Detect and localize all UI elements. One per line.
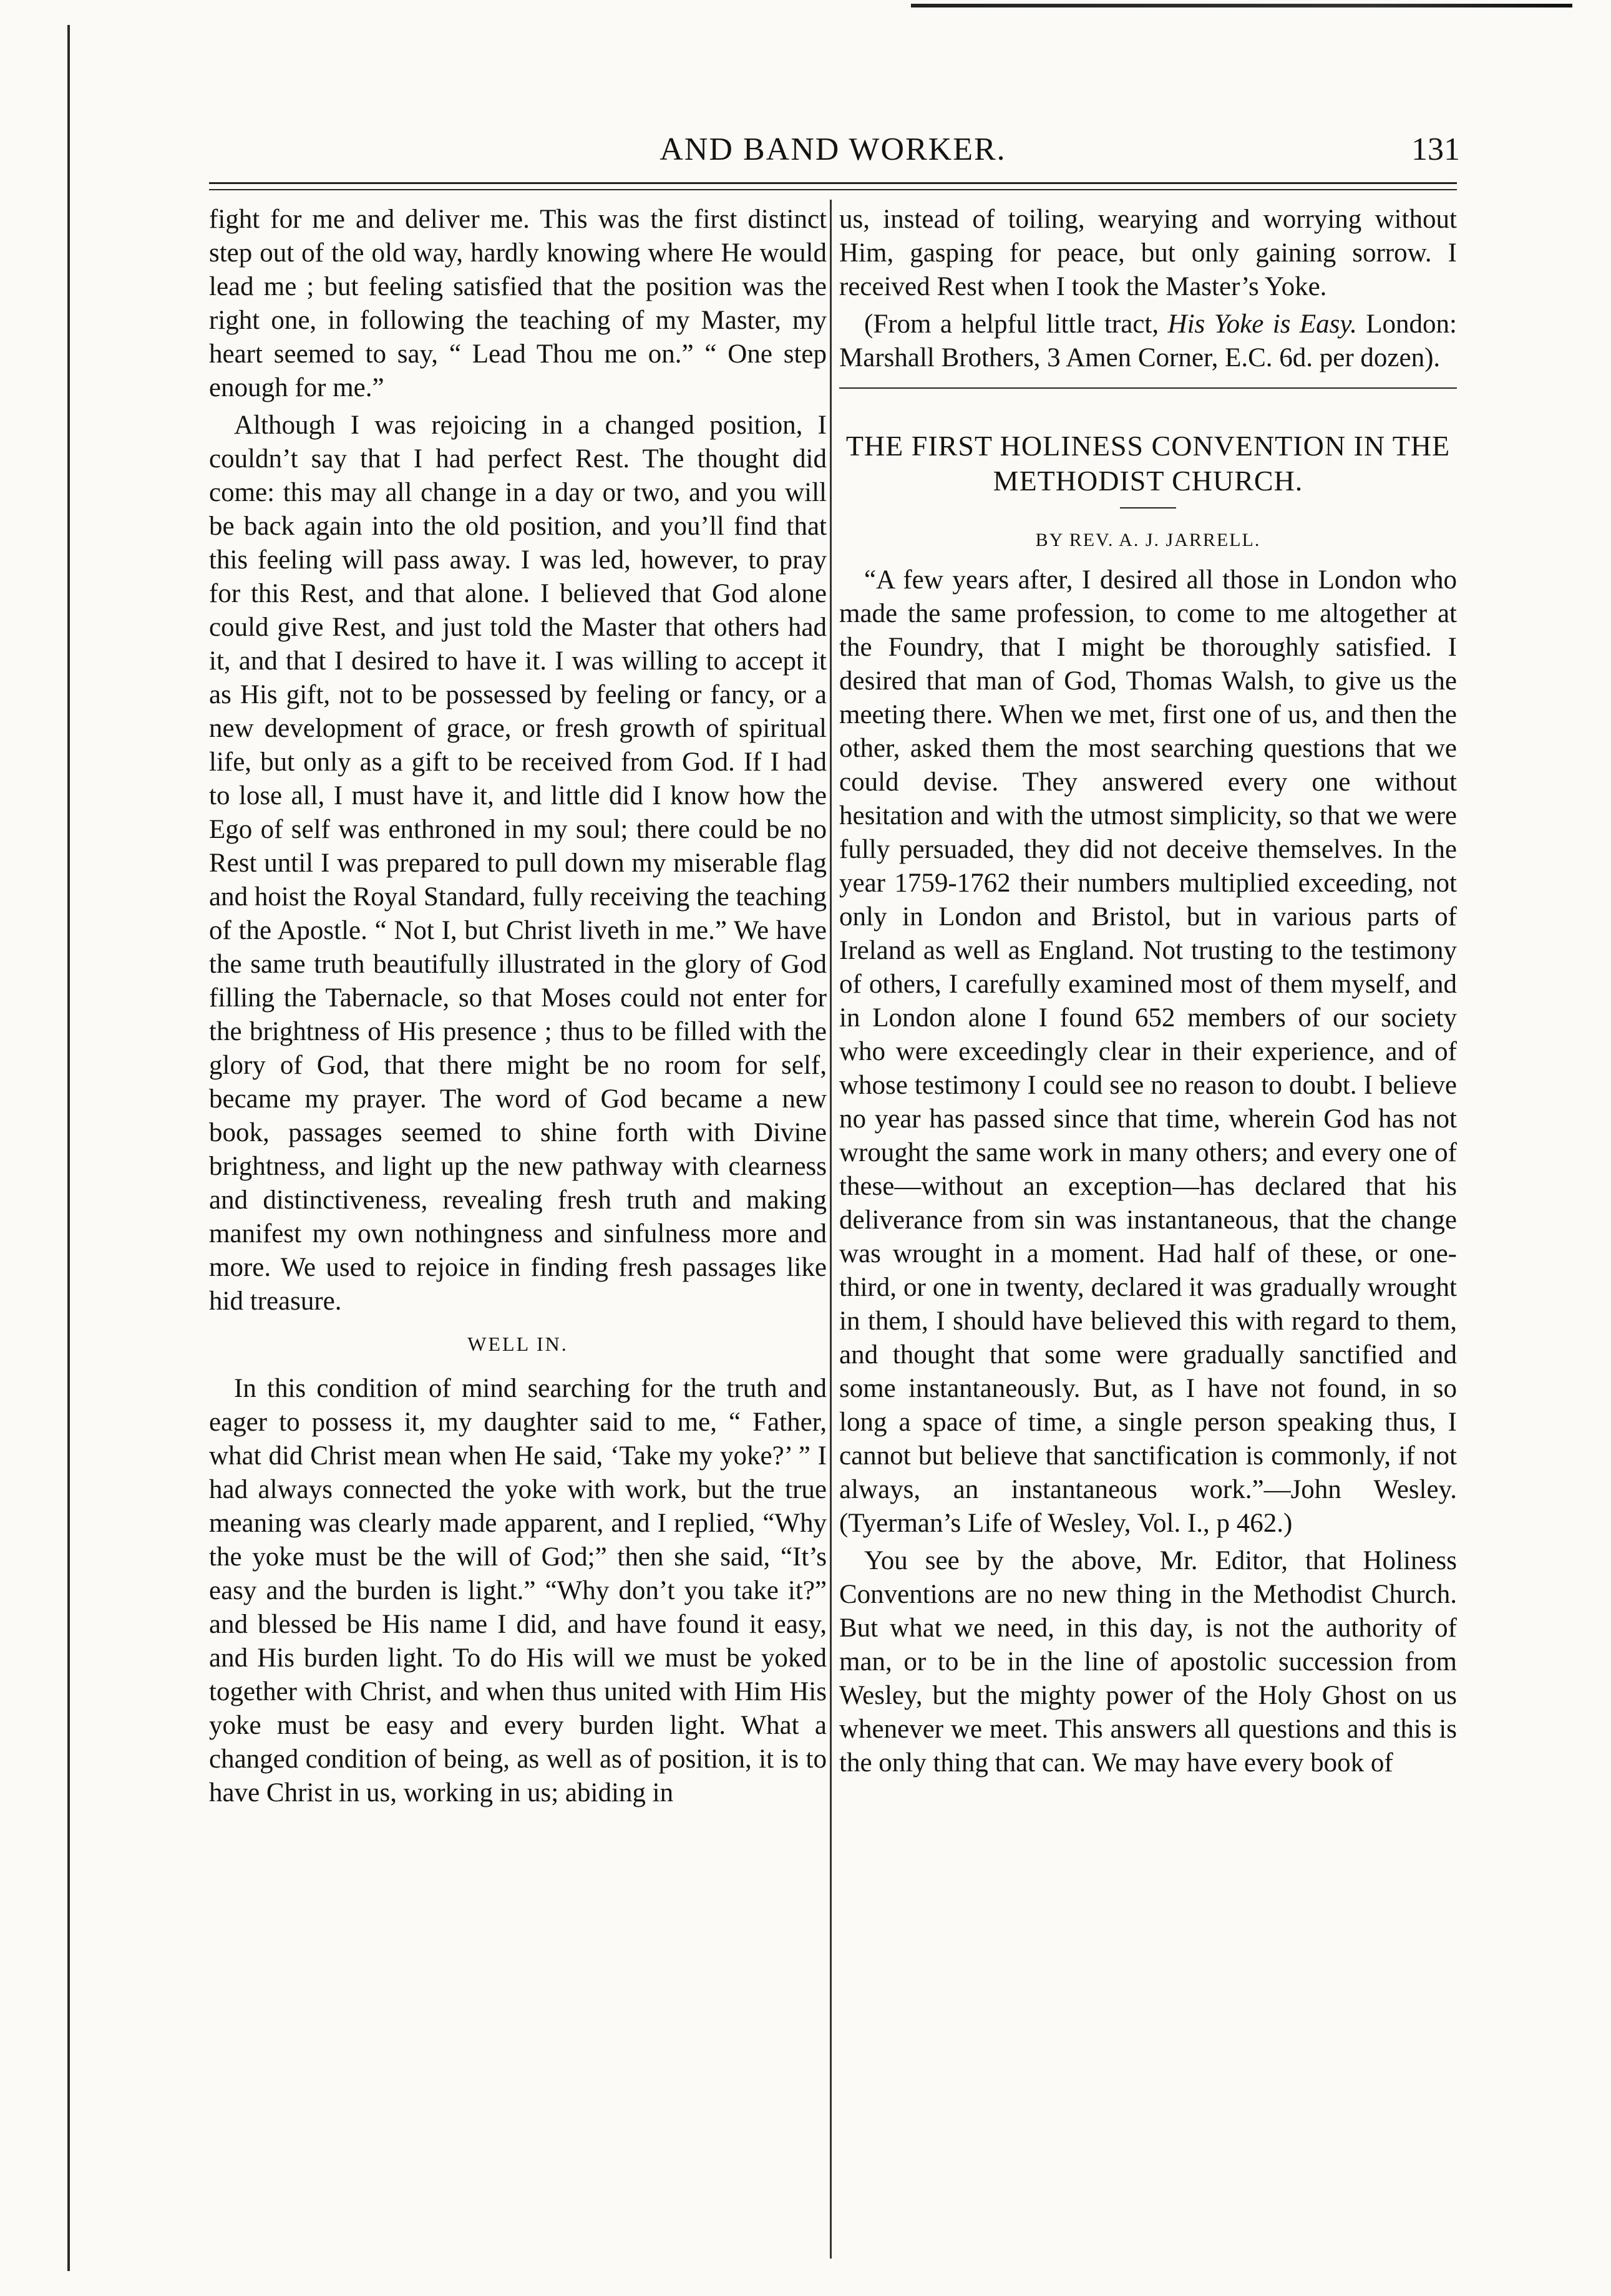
header-double-rule: [209, 182, 1457, 190]
left-column: [209, 203, 827, 1814]
section-rule: [839, 387, 1457, 389]
source-suffix: London: Marshall Brothers, 3 Amen Corner, E.C. 6d. per dozen).: [839, 309, 1458, 372]
top-edge-rule: [911, 4, 1572, 7]
column-divider: [830, 200, 832, 2259]
source-prefix: (From a helpful little tract,: [864, 309, 1168, 339]
paragraph: In this condition of mind searching for the truth and eager to possess it, my daughter said to me, “ Father, what did Christ mean when He said, ‘Take my yoke?’ ” I had always connected the yoke with work, but the true meaning was clearly made apparent, and I replied, “Why the yoke must be the will of God;” then she said, “It’s easy and the burden is light.” “Why don’t you take it?” and blessed be His name I did, and have found it easy, and His burden light. To do His will we must be yoked together with Christ, and when thus united with Him His yoke must be easy and every burden light. What a changed condition of being, as well as of position, it is to have Christ in us, working in us; abiding in: [209, 1374, 827, 1807]
byline: BY REV. A. J. JARRELL.: [1035, 530, 1261, 550]
page-number: 131: [1411, 132, 1460, 167]
paragraph: fight for me and deliver me. This was the first distinct step out of the old way, hardly knowing where He would lead me ; but feeling satisfied that the position was the right one, in following the teaching of my Master, my heart seemed to say, “ Lead Thou me on.” “ One step enough for me.”: [209, 205, 827, 402]
right-column: [839, 203, 1457, 1784]
source-note: [839, 308, 1457, 375]
section-subhead: WELL IN.: [467, 1333, 568, 1355]
paragraph: Although I was rejoicing in a changed position, I couldn’t say that I had perfect Rest. The thought did come: this may all change in a day or two, and you will be back again into the old position, and you’ll find that this feeling will pass away. I was led, however, to pray for this Rest, and that alone. I believed that God alone could give Rest, and just told the Master that others had it, and that I desired to have it. I was willing to accept it as His gift, not to be possessed by feeling or fancy, or a new development of grace, or fresh growth of spiritual life, but only as a gift to be received from God. If I had to lose all, I must have it, and little did I know how the Ego of self was enthroned in my soul; there could be no Rest until I was prepared to pull down my miserable flag and hoist the Royal Standard, fully receiving the teaching of the Apostle. “ Not I, but Christ liveth in me.” We have the same truth beautifully illustrated in the glory of God filling the Tabernacle, so that Moses could not enter for the brightness of His presence ; thus to be filled with the glory of God, that there might be no room for self, became my prayer. The word of God became a new book, passages seemed to shine forth with Divine brightness, and light up the new pathway with clearness and distinctiveness, revealing fresh truth and making manifest my own nothingness and sinfulness more and more. We used to rejoice in finding fresh passages like hid treasure.: [209, 411, 827, 1316]
running-title: AND BAND WORKER.: [659, 132, 1006, 167]
source-title: His Yoke is Easy.: [1167, 309, 1357, 339]
paragraph: “A few years after, I desired all those in London who made the same profession, to come to me altogether at the Foundry, that I might be thoroughly satisfied. I desired that man of God, Thomas Walsh, to give us the meeting there. When we met, first one of us, and then the other, asked them the most searching questions that we could devise. They answered every one without hesitation and with the utmost simplicity, so that we were fully persuaded, they did not deceive themselves. In the year 1759-1762 their numbers multiplied exceeding, not only in London and Bristol, but in various parts of Ireland as well as England. Not trusting to the testimony of others, I carefully examined most of them myself, and in London alone I found 652 members of our society who were exceedingly clear in their experience, and of whose testimony I could see no reason to doubt. I believe no year has passed since that time, wherein God has not wrought the same work in many others; and every one of these—without an exception—has declared that his deliverance from sin was instantaneous, that the change was wrought in a moment. Had half of these, or one-third, or one in twenty, declared it was gradually wrought in them, I should have believed this with regard to them, and thought that some were gradually sanctified and some instantaneously. But, as I have not found, in so long a space of time, a single person speaking thus, I cannot but believe that sanctification is commonly, if not always, an instantaneous work.”—John Wesley. (Tyerman’s Life of Wesley, Vol. I., p 462.): [839, 565, 1457, 1538]
paragraph: us, instead of toiling, wearying and worrying without Him, gasping for peace, but only gaining sorrow. I received Rest when I took the Master’s Yoke.: [839, 205, 1457, 301]
page-header: [206, 131, 1460, 181]
title-rule: [1120, 507, 1176, 508]
binding-edge: [67, 25, 70, 2271]
paragraph: You see by the above, Mr. Editor, that Holiness Conventions are no new thing in the Methodist Church. But what we need, in this day, is not the authority of man, or to be in the line of apostolic succession from Wesley, but the mighty power of the Holy Ghost on us whenever we meet. This answers all questions and this is the only thing that can. We may have every book of: [839, 1546, 1457, 1778]
article-title: THE FIRST HOLINESS CONVENTION IN THE METHODIST CHURCH.: [845, 430, 1451, 497]
